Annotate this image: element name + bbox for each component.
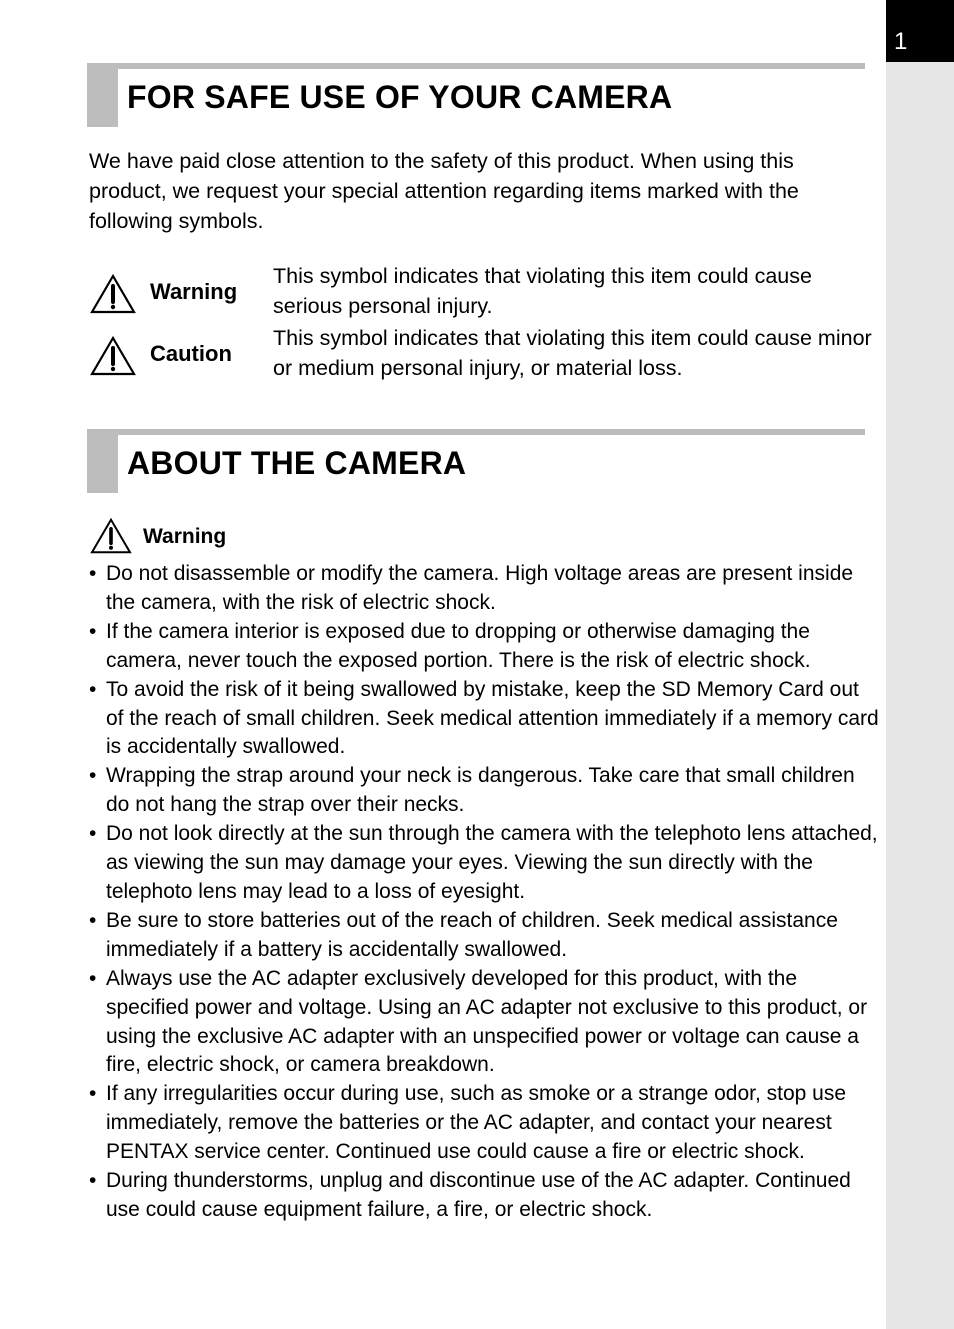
warning-triangle-icon [89,335,137,377]
list-item: • To avoid the risk of it being swallowed by mistake, keep the SD Memory Card out of the reach of small children. Seek medical attention immediately if a memory card is accidentally swallowed. [89,676,879,763]
warning-label: Warning [143,525,227,548]
symbol-row-caution [89,323,872,385]
header-block [87,429,118,493]
section-header-about-camera [87,429,865,493]
list-item: • Be sure to store batteries out of the reach of children. Seek medical assistance immediately if a battery is accidentally swallowed. [89,907,879,965]
list-item: • Always use the AC adapter exclusively developed for this product, with the specified power and voltage. Using an AC adapter not exclusive to this product, or using the exclusive AC adapter with an unspecified power or voltage can cause a fire, electric shock, or camera breakdown. [89,965,879,1081]
symbol-label: Warning [150,279,238,304]
list-item: • During thunderstorms, unplug and discontinue use of the AC adapter. Continued use could cause equipment failure, a fire, or electric shock. [89,1167,879,1225]
list-item: • If the camera interior is exposed due to dropping or otherwise damaging the camera, never touch the exposed portion. There is the risk of electric shock. [89,618,879,676]
warning-list [89,560,879,1225]
side-strip [886,0,954,1329]
section-header-safe-use [87,63,865,127]
header-rule [87,63,865,69]
warning-triangle-icon [89,273,137,315]
list-item: • If any irregularities occur during use, such as smoke or a strange odor, stop use immediately, remove the batteries or the AC adapter, and contact your nearest PENTAX service center. Continued use could cause a fire or electric shock. [89,1080,879,1167]
header-block [87,63,118,127]
symbol-row-warning [89,261,865,323]
warning-triangle-icon [89,517,133,555]
list-item: • Wrapping the strap around your neck is dangerous. Take care that small children do not hang the strap over their necks. [89,762,879,820]
intro-paragraph: We have paid close attention to the safety of this product. When using this product, we request your special attention regarding items marked with the following symbols. [89,149,799,233]
page-number: 1 [894,28,908,55]
symbol-description: This symbol indicates that violating this item could cause serious personal injury. [273,264,812,318]
page-number-tab [886,0,954,62]
list-item: • Do not look directly at the sun through the camera with the telephoto lens attached, as viewing the sun may damage your eyes. Viewing the sun directly with the telephoto lens may lead to a loss of eyesight. [89,820,879,907]
symbol-label: Caution [150,341,232,366]
section-title: FOR SAFE USE OF YOUR CAMERA [127,79,673,115]
header-rule [87,429,865,435]
list-item: • Do not disassemble or modify the camera. High voltage areas are present inside the camera, with the risk of electric shock. [89,560,879,618]
symbol-description: This symbol indicates that violating this item could cause minor or medium personal injury, or material loss. [273,326,872,380]
warning-heading [89,513,389,553]
section-title: ABOUT THE CAMERA [127,445,467,481]
